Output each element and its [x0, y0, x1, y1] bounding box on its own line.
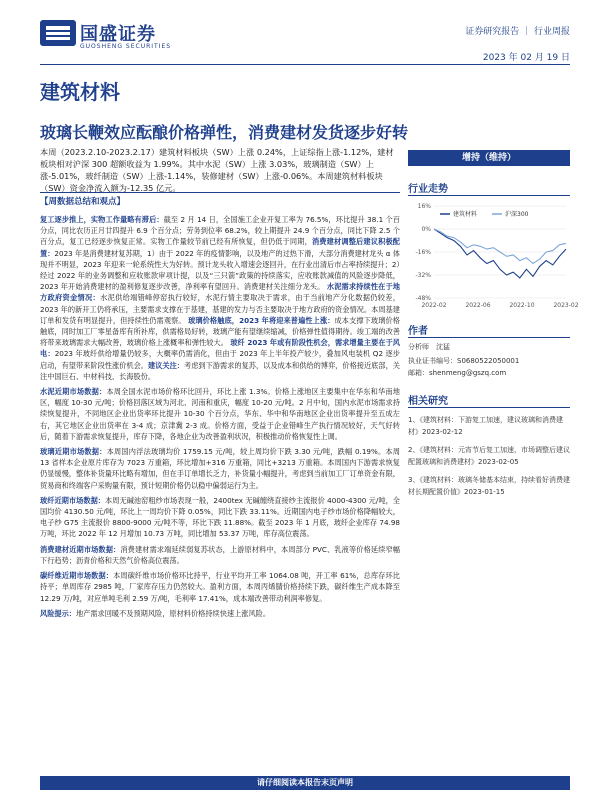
related-item[interactable]: 1、《建筑材料：下游复工加速，建议玻璃和消费建材》2023-02-12: [408, 416, 563, 436]
paragraph-cement: [40, 386, 400, 442]
chart-x-tick-label: 2022-02: [421, 302, 447, 309]
para-lead: 玻璃近期市场数据：: [40, 447, 107, 457]
para-text: 考虑到下游需求的复苏，以及成本和供给的博弈，价格接近底部，关注中国巨石、中材科技、长海股份。: [40, 360, 400, 381]
weekly-summary: 本周（2023.2.10-2023.2.17）建筑材料板块（SW）上涨 0.24%，上证综指上涨-1.12%，建材板块相对沪深 300 超额收益为 1.99%。其中水泥（SW）上涨 3.03%，玻璃制造（SW）上涨-5.01%，玻纤制造（SW）上涨-1.14%，装修建材（SW）上涨-0.06%。本周建筑材料板块（SW）资金净流入额为-12.35 亿元。: [40, 147, 394, 193]
paragraph-risk: [40, 608, 400, 619]
chart-y-tick-label: -16%: [415, 249, 431, 256]
paragraph-glass: [40, 446, 400, 491]
chart-y-tick-label: -48%: [415, 295, 431, 302]
related-list: [408, 414, 570, 504]
para-text: 2023 年玻纤供给增量仍较多，大概率仍需消化，但由于 2023 年上半年投产较少，叠加风电装机 Q2 逐步启动，有望带来阶段性涨价机会。: [40, 349, 400, 370]
chart-series-line: [434, 229, 566, 264]
para-highlight: 玻纤 2023 年或有阶段性机会，需求增量主要在于风电：: [40, 338, 400, 359]
paragraph-carbon: [40, 570, 400, 604]
analyst-divider: [408, 337, 570, 338]
industry-name: 建筑材料: [40, 80, 120, 104]
analyst-section-title: 作者: [408, 326, 428, 337]
analyst-cert: 执业证书编号：S0680522050001: [408, 357, 520, 365]
para-lead: 水泥近期市场数据：: [40, 387, 107, 397]
rating-badge: 增持（维持）: [408, 150, 570, 166]
chart-series-line: [434, 229, 566, 278]
para-lead: 复工逐步推上，实物工作量略有滞后：: [40, 215, 164, 224]
paragraph-fiber: [40, 495, 400, 540]
report-date: 2023 年 02 月 19 日: [482, 53, 570, 63]
paragraph-consumer: [40, 544, 400, 566]
header-divider: [40, 64, 570, 65]
para-lead: 风险提示：: [40, 608, 76, 618]
para-text: 本周碳纤维市场价格环比持平，行业平均开工率 1064.08 吨，开工率 61%，总库存环比持平；单周库存 2985 吨，厂家库存压力仍然较大。盈利方面，本周丙烯腈价格持续下跌，碳纤维生产成本降至 12.29 万/吨，对应单吨毛利 2.59 万/吨，毛利率 17.41%，成本端改善带动利润率修复。: [40, 571, 400, 603]
report-title: 玻璃长鞭效应酝酿价格弹性，消费建材发货逐步好转: [40, 123, 409, 142]
footer-disclaimer: 请仔细阅读本报告末页声明: [40, 776, 570, 790]
trend-divider: [408, 195, 570, 196]
chart-y-tick-label: 16%: [417, 203, 431, 210]
para-highlight: 建议关注：: [148, 360, 184, 370]
para-highlight: 玻璃价格触底，2023 年将迎来普遍性上涨：: [188, 315, 335, 325]
main-body: [40, 192, 400, 623]
chart-x-tick-label: 2022-06: [465, 302, 491, 309]
chart-y-tick-label: 0%: [421, 226, 431, 233]
paragraph-recovery: [40, 214, 400, 382]
industry-trend-chart: [408, 198, 579, 316]
trend-title: 行业走势: [408, 184, 448, 195]
para-text: 消费建材需求端延续弱复苏状态，上游原材料中，本周部分 PVC、乳液等价格延续窄幅下行趋势；沥青价格和天然气价格高位震荡。: [40, 544, 400, 565]
key-points-title: 【周数据总结和观点】: [40, 192, 400, 210]
report-header: [0, 0, 600, 64]
related-divider: [408, 407, 570, 408]
para-text: 2023 年是消费建材复苏期，1）由于 2022 年的疫情影响，以及地产的过热下滑，大部分消费建材龙头 α 体现并不明显，2023 年迎来一轮系统性大为好转。预计龙头收入增速会逐回升，在行业出清后市占率持续提升；2）经过 2022 年的业务调整和应收账款审项计提，以及“三只箭”政策的持续落实，应收账款减值的风险逐步降低，2023 年开始消费建材的盈利修复逐步改善，净利率有望回升。消费建材关注细分龙头。: [40, 248, 400, 292]
chart-legend-label: 沪深300: [505, 211, 529, 218]
para-text: 水泥供给端错峰停窑执行较好，水泥行情主要取决于需求，由于当前地产分化数据仍较差，2023 年的新开工仍将承压，主要需求支撑在于基建，基建的发力与否主要取决于地方政府的资金情况。本周基建订单和发货有明显提升，但持续性仍需观察。: [40, 293, 400, 325]
chart-x-tick-label: 2022-10: [509, 302, 535, 309]
para-highlight: 水泥需求持续性在于地方政府资金情况：: [40, 282, 400, 303]
logo-subtext: GUOSHENG SECURITIES: [80, 43, 172, 50]
para-highlight: 消费建材调整后建议积极配置：: [40, 237, 400, 258]
para-lead: 玻纤近期市场数据：: [40, 495, 106, 505]
guosheng-logo-icon: [40, 20, 76, 46]
chart-y-tick-label: -32%: [415, 272, 431, 279]
chart-legend-label: 建筑材料: [453, 211, 478, 218]
related-item[interactable]: 3、《建筑材料：玻璃冬储基本结束，持续看好消费建材长期配置价值》2023-01-15: [408, 476, 570, 496]
report-type: 证券研究报告 ｜ 行业周报: [465, 27, 570, 37]
para-lead: 消费建材近期市场数据：: [40, 544, 121, 554]
para-text: 本周国内浮法玻璃均价 1759.15 元/吨，较上周均价下跌 3.30 元/吨，跌幅 0.19%。本周 13 省样本企业原片库存为 7023 万重箱，环比增加+316 万重箱，同比+3213 万重箱。本周国内下游需求恢复仍显缓慢，整体补货量环比略有增加，但在手订单增长乏力，补货量小幅提升，考虑到当前加工厂订单资金有限，贸易商和终端客户采购量有限，预计短期价格仍以稳中偏弱运行为主。: [40, 447, 400, 490]
chart-x-tick-label: 2023-02: [553, 302, 579, 309]
para-text: 地产需求回暖不及预期风险，原材料价格持续快速上涨风险。: [75, 608, 271, 618]
para-text: 成本支撑下玻璃价格触底，同时加工厂零星备库有所补库，供需格局好转，玻璃产能有望继续缩减，价格弹性值得期待。竣工端的改善将带来玻璃需求大幅改善，玻璃价格上涨概率和弹性较大。: [40, 315, 400, 348]
analyst-name: 分析师 沈猛: [408, 343, 450, 351]
analyst-email[interactable]: 邮箱：shenmeng@gszq.com: [408, 369, 507, 377]
para-text: 本周无碱池窑粗纱市场表现一般，2400tex 无碱缠绕直接纱主流报价 4000-4300 元/吨，全国均价 4130.50 元/吨，环比上一周均价下降 0.05%，同比下跌 33.11%。近期国内电子纱市场价格降幅较大，电子纱 G75 主流报价 8800-9000 元/吨不等，环比下跌 11.88%。截至 2023 年 1 月底，玻纤企业库存 74.98 万吨，环比 2022 年 12 月增加 10.73 万吨，同比增加 53.37 万吨，库存高位震荡。: [40, 495, 400, 539]
related-title: 相关研究: [408, 396, 448, 407]
related-item[interactable]: 2、《建筑材料：元宵节后复工加速，市场调整后建议配置玻璃和消费建材》2023-02-05: [408, 446, 570, 466]
para-lead: 碳纤维近期市场数据：: [40, 571, 114, 581]
para-text: 本周全国水泥市场价格环比回升，环比上涨 1.3%。价格上涨地区主要集中在华东和华南地区，幅度 10-30 元/吨；价格回落区域为河北、河南和重庆，幅度 10-20 元/吨。2 月中旬，国内水泥市场需求持续恢复提升，不同地区企业出货率环比提升 10-30 个百分点，华东、华中和华南地区企业出货率提升至五成左右，其它地区企业出货率在 3-4 成；京津冀 2-3 成。价格方面，受益于企业错峰生产执行情况较好，天气好转后，随着下游需求恢复提升，库存下降，各地企业为改善盈利状况，积极推动价格恢复性上调。: [40, 387, 400, 441]
para-text: 截至 2 月 14 日，全国施工企业开复工率为 76.5%，环比提升 38.1 个百分点，同比农历正月廿四提升 6.9 个百分点；劳务到位率 68.2%，较上期提升 24.9 个百分点，同比下降 2.5 个百分点，复工已经逐步恢复正常。实物工作量较节前已经有所恢复，但仍低于同期，: [40, 215, 400, 247]
logo-text: 国盛证券: [80, 24, 156, 45]
